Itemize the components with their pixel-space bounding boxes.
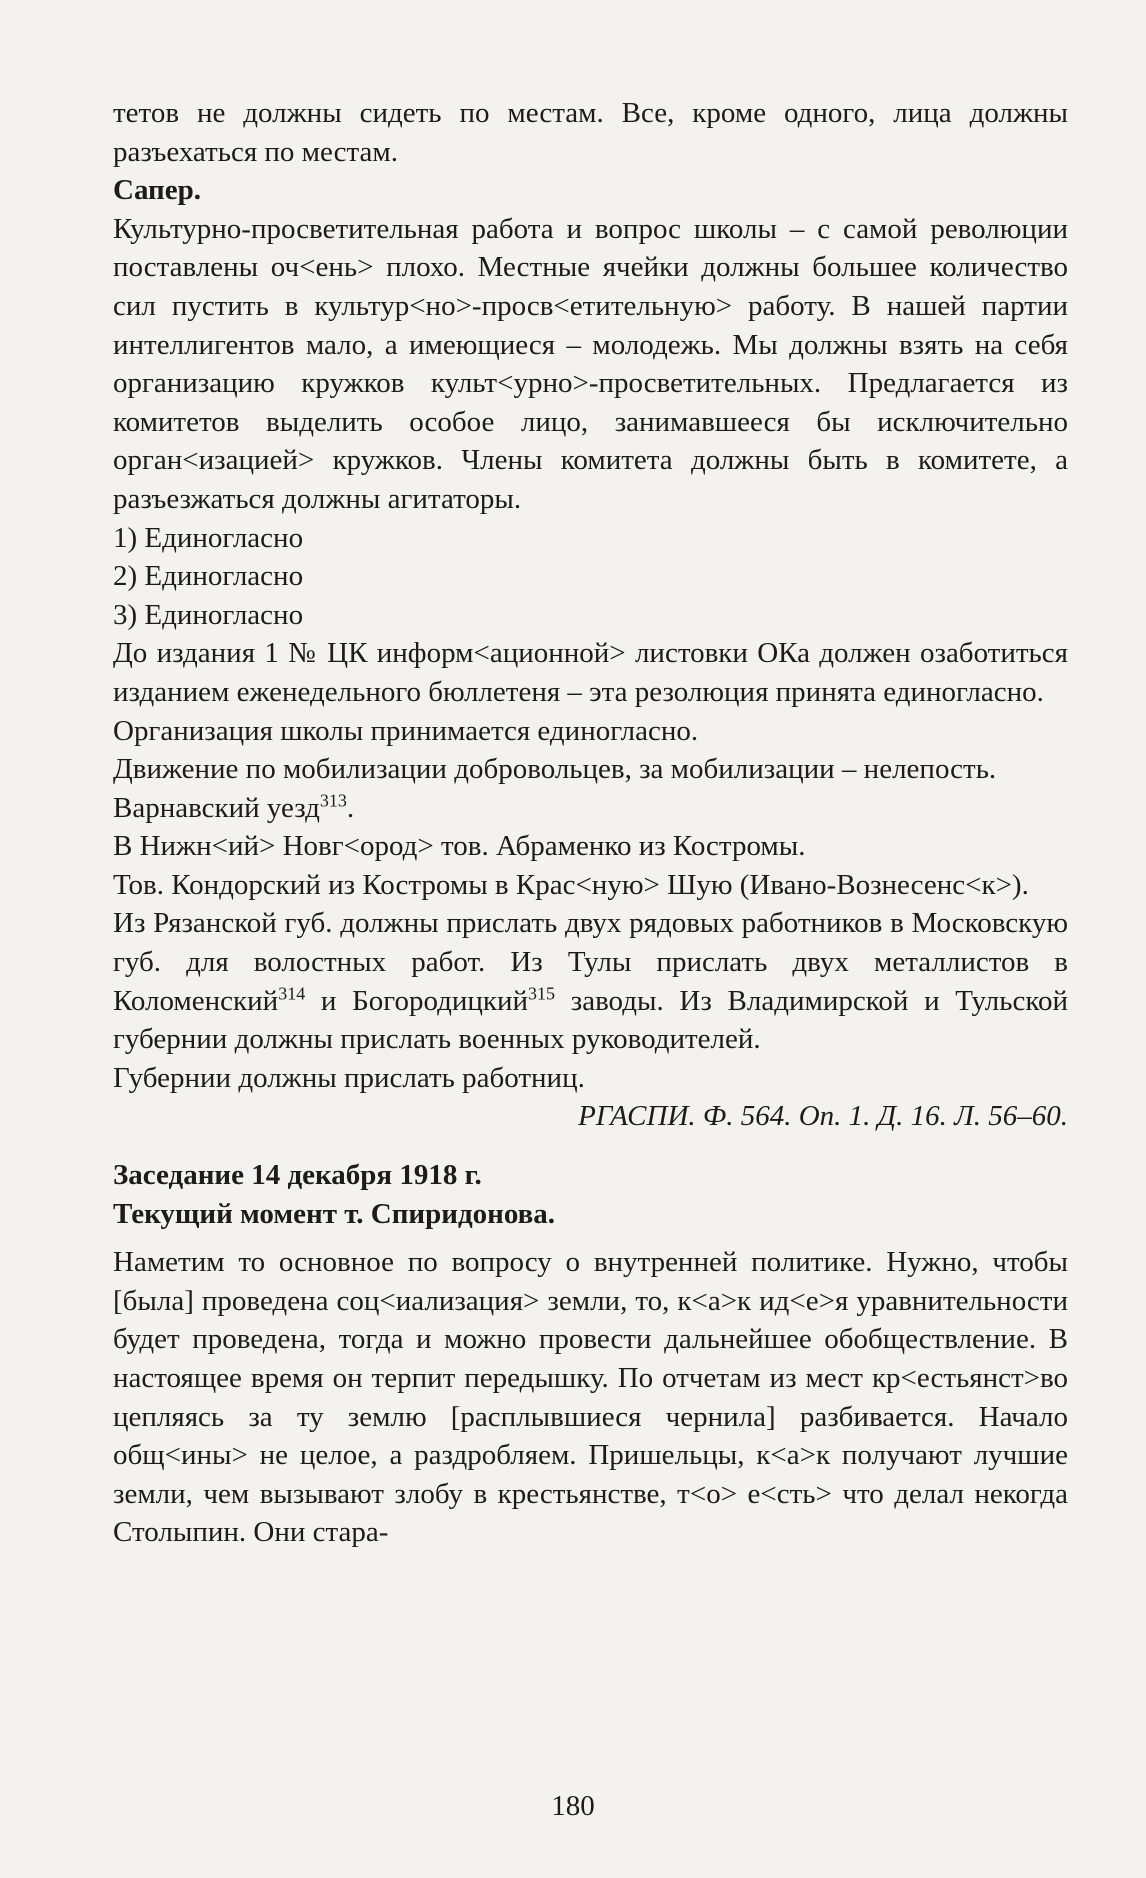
paragraph-school: Организация школы принимается единогласно. xyxy=(113,714,699,747)
vote-item-1: 1) Единогласно xyxy=(113,521,304,554)
vote-item-2: 2) Единогласно xyxy=(113,560,304,593)
paragraph-ryazan xyxy=(113,904,1068,1058)
paragraph-continued: тетов не должны сидеть по местам. Все, кроме одного, лица должны разъехаться по местам. xyxy=(113,97,1068,168)
paragraph-workers: Губернии должны прислать работниц. xyxy=(113,1061,585,1094)
paragraph-varnavsky xyxy=(113,789,1068,828)
paragraph-internal-policy: Наметим то основное по вопросу о внутренней политике. Нужно, чтобы [была] проведена соц<иализация> земли, то, к<а>к ид<е>я уравнительности будет проведена, тогда и можно провести дальнейшее обобществление. В настоящее время он терпит передышку. По отчетам из мест кр<естьянст>во цепляясь за ту землю [расплывшиеся чернила] разбивается. Начало общ<ины> не целое, а раздробляем. Пришельцы, к<а>к получают лучшие земли, чем вызывают злобу в крестьянстве, т<о> е<сть> что делал некогда Столыпин. Они стара- xyxy=(113,1246,1068,1549)
spacer xyxy=(113,1136,1068,1156)
varnavsky-text: Варнавский уезд xyxy=(113,791,320,824)
paragraph-culture: Культурно-просветительная работа и вопрос школы – с самой революции поставлены оч<ень> плохо. Местные ячейки должны большее количество сил пустить в культур<но>-просв<етительную> работу. В нашей партии интеллигентов мало, а имеющиеся – молодежь. Мы должны взять на себя организацию кружков культ<урно>-просветительных. Предлагается из комитетов выделить особое лицо, занимавшееся бы исключительно орган<изацией> кружков. Члены комитета должны быть в комитете, а разъезжаться должны агитаторы. xyxy=(113,212,1068,515)
varnavsky-tail: . xyxy=(346,791,355,824)
ryazan-text: Из Рязанской губ. должны прислать двух рядовых работников в Московскую губ. для волостных работ. Из Тулы прислать двух металлистов в Коломенский xyxy=(113,907,1068,1017)
paragraph-abramenko: В Нижн<ий> Новг<ород> тов. Абраменко из Костромы. xyxy=(113,830,806,863)
ryazan-tail: и Богородицкий xyxy=(305,984,529,1017)
ryazan-tail2: заводы. Из Владимирской и Тульской губернии должны прислать военных руководителей. xyxy=(113,984,1068,1056)
text-column xyxy=(113,94,1068,1552)
spacer xyxy=(113,1233,1068,1243)
vote-item-3: 3) Единогласно xyxy=(113,598,304,631)
paragraph-kondorsky: Тов. Кондорский из Костромы в Крас<ную> Шую (Ивано-Вознесенс<к>). xyxy=(113,868,1029,901)
page-number: 180 xyxy=(551,1790,595,1822)
paragraph-bulletin: До издания 1 № ЦК информ<ационной> листовки ОКа должен озаботиться изданием еженедельного бюллетеня – эта резолюция принята единогласно. xyxy=(113,637,1068,708)
footnote-ref-313: 313 xyxy=(319,790,347,811)
speaker-heading-saper: Сапер. xyxy=(113,174,202,207)
archive-citation: РГАСПИ. Ф. 564. Оп. 1. Д. 16. Л. 56–60. xyxy=(578,1100,1068,1133)
session-heading: Заседание 14 декабря 1918 г. xyxy=(113,1159,482,1192)
footnote-ref-314: 314 xyxy=(278,983,306,1003)
paragraph-mobilization: Движение по мобилизации добровольцев, за мобилизации – нелепость. xyxy=(113,753,997,786)
footnote-ref-315: 315 xyxy=(528,983,556,1003)
topic-heading: Текущий момент т. Спиридонова. xyxy=(113,1197,556,1230)
